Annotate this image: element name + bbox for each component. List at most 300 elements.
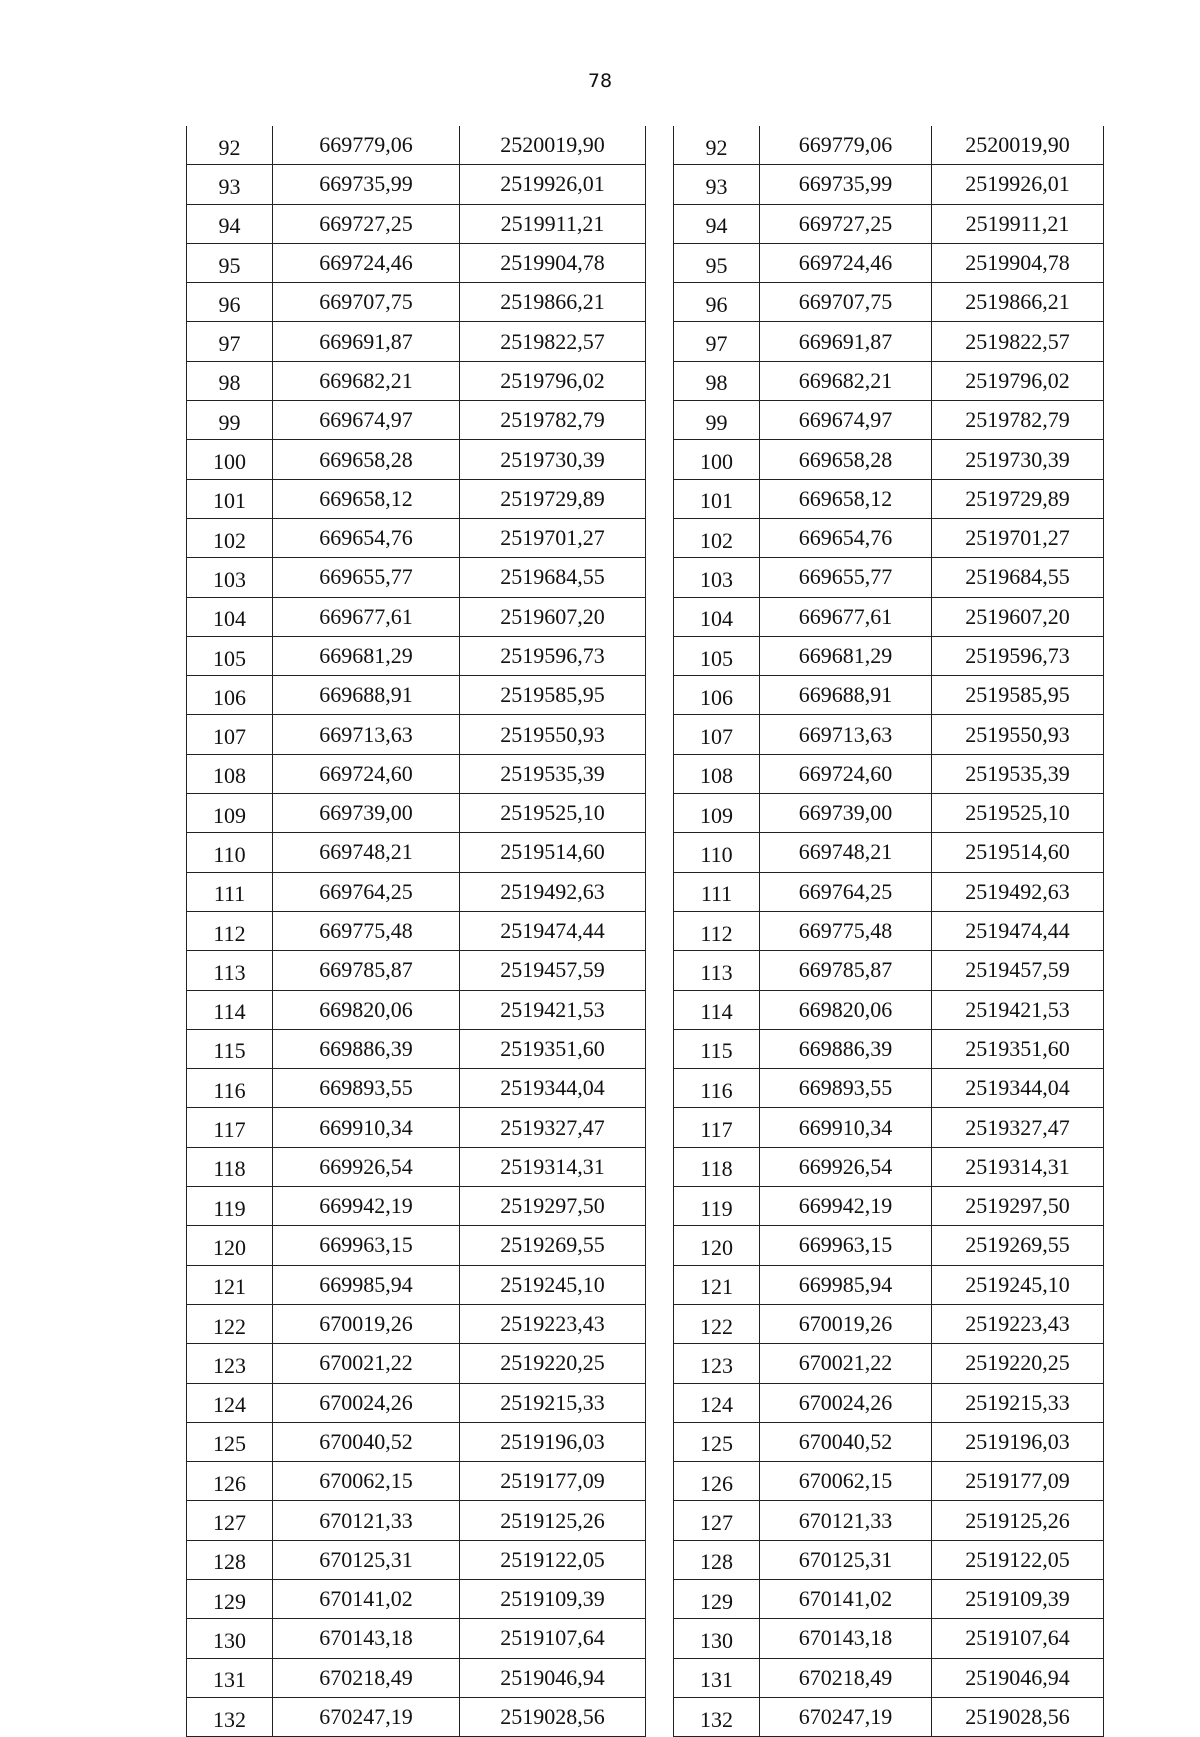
x-coordinate-cell: 669963,15 [273,1226,460,1265]
point-number-cell: 123 [187,1344,273,1383]
y-coordinate-cell: 2519596,73 [460,636,646,675]
y-coordinate-cell: 2519904,78 [460,243,646,282]
table-row [187,1697,646,1736]
point-number-cell: 108 [674,754,760,793]
x-coordinate-cell: 669764,25 [760,872,932,911]
point-number-cell: 128 [187,1540,273,1579]
point-number-cell: 111 [674,872,760,911]
y-coordinate-cell: 2519196,03 [460,1422,646,1461]
point-number-cell: 106 [674,676,760,715]
table-row [674,1422,1104,1461]
x-coordinate-cell: 670019,26 [273,1304,460,1343]
y-coordinate-cell: 2519729,89 [932,479,1104,518]
x-coordinate-cell: 669779,06 [273,126,460,165]
point-number-cell: 132 [674,1697,760,1736]
table-row [674,794,1104,833]
point-number-cell: 92 [674,126,760,165]
y-coordinate-cell: 2519125,26 [460,1501,646,1540]
x-coordinate-cell: 669677,61 [273,597,460,636]
table-row [187,1383,646,1422]
y-coordinate-cell: 2519701,27 [460,518,646,557]
table-row [187,1304,646,1343]
x-coordinate-cell: 670062,15 [760,1462,932,1501]
point-number-cell: 95 [187,243,273,282]
x-coordinate-cell: 669707,75 [760,283,932,322]
y-coordinate-cell: 2519046,94 [932,1658,1104,1697]
point-number-cell: 99 [674,401,760,440]
x-coordinate-cell: 669658,12 [760,479,932,518]
point-number-cell: 123 [674,1344,760,1383]
y-coordinate-cell: 2519297,50 [932,1187,1104,1226]
point-number-cell: 112 [187,911,273,950]
x-coordinate-cell: 669727,25 [273,204,460,243]
x-coordinate-cell: 669748,21 [760,833,932,872]
x-coordinate-cell: 669674,97 [273,401,460,440]
table-row [674,558,1104,597]
point-number-cell: 116 [187,1069,273,1108]
table-row [674,1029,1104,1068]
point-number-cell: 117 [674,1108,760,1147]
coordinates-table-left [186,126,646,1737]
x-coordinate-cell: 670125,31 [760,1540,932,1579]
x-coordinate-cell: 669926,54 [760,1147,932,1186]
y-coordinate-cell: 2519796,02 [460,361,646,400]
point-number-cell: 130 [674,1619,760,1658]
point-number-cell: 92 [187,126,273,165]
x-coordinate-cell: 669713,63 [273,715,460,754]
point-number-cell: 126 [674,1462,760,1501]
x-coordinate-cell: 670141,02 [760,1579,932,1618]
x-coordinate-cell: 669707,75 [273,283,460,322]
point-number-cell: 120 [674,1226,760,1265]
table-row [674,361,1104,400]
y-coordinate-cell: 2520019,90 [460,126,646,165]
y-coordinate-cell: 2519782,79 [932,401,1104,440]
point-number-cell: 122 [674,1304,760,1343]
x-coordinate-cell: 669654,76 [760,518,932,557]
point-number-cell: 124 [187,1383,273,1422]
x-coordinate-cell: 669926,54 [273,1147,460,1186]
y-coordinate-cell: 2519822,57 [932,322,1104,361]
point-number-cell: 111 [187,872,273,911]
y-coordinate-cell: 2519926,01 [460,165,646,204]
point-number-cell: 99 [187,401,273,440]
page-number: 78 [587,70,613,92]
x-coordinate-cell: 670143,18 [760,1619,932,1658]
point-number-cell: 118 [187,1147,273,1186]
y-coordinate-cell: 2519492,63 [932,872,1104,911]
table-row [674,1462,1104,1501]
point-number-cell: 118 [674,1147,760,1186]
x-coordinate-cell: 670121,33 [273,1501,460,1540]
x-coordinate-cell: 669893,55 [760,1069,932,1108]
x-coordinate-cell: 669677,61 [760,597,932,636]
point-number-cell: 96 [674,283,760,322]
x-coordinate-cell: 669764,25 [273,872,460,911]
table-row [674,1304,1104,1343]
table-row [187,1344,646,1383]
table-row [674,1658,1104,1697]
y-coordinate-cell: 2519122,05 [932,1540,1104,1579]
y-coordinate-cell: 2519107,64 [932,1619,1104,1658]
x-coordinate-cell: 669654,76 [273,518,460,557]
point-number-cell: 113 [674,951,760,990]
y-coordinate-cell: 2519550,93 [460,715,646,754]
x-coordinate-cell: 669682,21 [273,361,460,400]
point-number-cell: 120 [187,1226,273,1265]
point-number-cell: 126 [187,1462,273,1501]
table-row [187,1226,646,1265]
x-coordinate-cell: 669748,21 [273,833,460,872]
y-coordinate-cell: 2519457,59 [460,951,646,990]
x-coordinate-cell: 669963,15 [760,1226,932,1265]
table-row [674,283,1104,322]
x-coordinate-cell: 669785,87 [273,951,460,990]
table-row [187,1187,646,1226]
point-number-cell: 97 [187,322,273,361]
point-number-cell: 127 [187,1501,273,1540]
y-coordinate-cell: 2519607,20 [460,597,646,636]
y-coordinate-cell: 2519457,59 [932,951,1104,990]
point-number-cell: 107 [674,715,760,754]
point-number-cell: 125 [187,1422,273,1461]
y-coordinate-cell: 2519314,31 [460,1147,646,1186]
table-row [187,1501,646,1540]
y-coordinate-cell: 2519215,33 [460,1383,646,1422]
x-coordinate-cell: 670247,19 [760,1697,932,1736]
point-number-cell: 96 [187,283,273,322]
table-row [187,794,646,833]
point-number-cell: 129 [674,1579,760,1618]
x-coordinate-cell: 670125,31 [273,1540,460,1579]
y-coordinate-cell: 2520019,90 [932,126,1104,165]
point-number-cell: 105 [674,636,760,675]
y-coordinate-cell: 2519585,95 [460,676,646,715]
point-number-cell: 100 [187,440,273,479]
table-row [674,322,1104,361]
y-coordinate-cell: 2519269,55 [460,1226,646,1265]
y-coordinate-cell: 2519492,63 [460,872,646,911]
x-coordinate-cell: 669681,29 [760,636,932,675]
x-coordinate-cell: 670062,15 [273,1462,460,1501]
point-number-cell: 102 [674,518,760,557]
x-coordinate-cell: 669688,91 [273,676,460,715]
y-coordinate-cell: 2519514,60 [932,833,1104,872]
table-row [674,597,1104,636]
x-coordinate-cell: 669658,28 [760,440,932,479]
y-coordinate-cell: 2519109,39 [460,1579,646,1618]
x-coordinate-cell: 669942,19 [273,1187,460,1226]
y-coordinate-cell: 2519223,43 [932,1304,1104,1343]
point-number-cell: 102 [187,518,273,557]
x-coordinate-cell: 669985,94 [273,1265,460,1304]
point-number-cell: 98 [674,361,760,400]
table-row [187,1265,646,1304]
y-coordinate-cell: 2519866,21 [932,283,1104,322]
table-row [187,165,646,204]
table-row [674,676,1104,715]
point-number-cell: 101 [674,479,760,518]
table-row [187,1422,646,1461]
y-coordinate-cell: 2519269,55 [932,1226,1104,1265]
table-row [674,1697,1104,1736]
x-coordinate-cell: 669779,06 [760,126,932,165]
point-number-cell: 129 [187,1579,273,1618]
x-coordinate-cell: 669739,00 [273,794,460,833]
point-number-cell: 95 [674,243,760,282]
y-coordinate-cell: 2519585,95 [932,676,1104,715]
table-row [187,518,646,557]
table-row [187,204,646,243]
y-coordinate-cell: 2519314,31 [932,1147,1104,1186]
point-number-cell: 119 [187,1187,273,1226]
table-row [674,204,1104,243]
y-coordinate-cell: 2519196,03 [932,1422,1104,1461]
point-number-cell: 115 [187,1029,273,1068]
y-coordinate-cell: 2519344,04 [932,1069,1104,1108]
y-coordinate-cell: 2519729,89 [460,479,646,518]
y-coordinate-cell: 2519782,79 [460,401,646,440]
y-coordinate-cell: 2519596,73 [932,636,1104,675]
y-coordinate-cell: 2519535,39 [932,754,1104,793]
table-row [187,833,646,872]
point-number-cell: 122 [187,1304,273,1343]
coordinates-table-left-body [187,126,646,1737]
x-coordinate-cell: 670040,52 [273,1422,460,1461]
table-row [187,1462,646,1501]
point-number-cell: 105 [187,636,273,675]
point-number-cell: 119 [674,1187,760,1226]
point-number-cell: 117 [187,1108,273,1147]
x-coordinate-cell: 669727,25 [760,204,932,243]
y-coordinate-cell: 2519297,50 [460,1187,646,1226]
y-coordinate-cell: 2519177,09 [460,1462,646,1501]
table-row [674,1108,1104,1147]
table-row [187,990,646,1029]
x-coordinate-cell: 669655,77 [273,558,460,597]
table-row [674,479,1104,518]
y-coordinate-cell: 2519926,01 [932,165,1104,204]
table-row [674,1501,1104,1540]
y-coordinate-cell: 2519550,93 [932,715,1104,754]
y-coordinate-cell: 2519220,25 [932,1344,1104,1383]
y-coordinate-cell: 2519421,53 [460,990,646,1029]
table-row [187,1029,646,1068]
table-row [674,951,1104,990]
y-coordinate-cell: 2519796,02 [932,361,1104,400]
point-number-cell: 101 [187,479,273,518]
table-row [674,990,1104,1029]
x-coordinate-cell: 670121,33 [760,1501,932,1540]
table-row [187,1540,646,1579]
y-coordinate-cell: 2519223,43 [460,1304,646,1343]
y-coordinate-cell: 2519344,04 [460,1069,646,1108]
point-number-cell: 103 [674,558,760,597]
x-coordinate-cell: 670040,52 [760,1422,932,1461]
point-number-cell: 130 [187,1619,273,1658]
point-number-cell: 124 [674,1383,760,1422]
table-row [187,283,646,322]
point-number-cell: 107 [187,715,273,754]
table-row [187,1069,646,1108]
table-row [674,401,1104,440]
x-coordinate-cell: 670218,49 [760,1658,932,1697]
point-number-cell: 109 [674,794,760,833]
y-coordinate-cell: 2519028,56 [460,1697,646,1736]
table-row [187,1619,646,1658]
table-row [187,558,646,597]
x-coordinate-cell: 669682,21 [760,361,932,400]
point-number-cell: 116 [674,1069,760,1108]
point-number-cell: 112 [674,911,760,950]
x-coordinate-cell: 669713,63 [760,715,932,754]
table-row [187,126,646,165]
table-row [674,1619,1104,1658]
y-coordinate-cell: 2519911,21 [932,204,1104,243]
y-coordinate-cell: 2519684,55 [932,558,1104,597]
table-row [674,715,1104,754]
table-row [674,1147,1104,1186]
x-coordinate-cell: 670141,02 [273,1579,460,1618]
x-coordinate-cell: 669910,34 [760,1108,932,1147]
coordinates-table-right [673,126,1104,1737]
point-number-cell: 131 [187,1658,273,1697]
table-row [187,479,646,518]
x-coordinate-cell: 669942,19 [760,1187,932,1226]
y-coordinate-cell: 2519911,21 [460,204,646,243]
point-number-cell: 113 [187,951,273,990]
y-coordinate-cell: 2519730,39 [932,440,1104,479]
table-row [187,1658,646,1697]
table-row [674,518,1104,557]
y-coordinate-cell: 2519525,10 [932,794,1104,833]
point-number-cell: 93 [187,165,273,204]
x-coordinate-cell: 669724,46 [273,243,460,282]
x-coordinate-cell: 669886,39 [760,1029,932,1068]
y-coordinate-cell: 2519866,21 [460,283,646,322]
point-number-cell: 110 [674,833,760,872]
table-row [187,361,646,400]
table-row [187,1147,646,1186]
y-coordinate-cell: 2519046,94 [460,1658,646,1697]
table-row [674,1344,1104,1383]
y-coordinate-cell: 2519327,47 [460,1108,646,1147]
table-row [674,165,1104,204]
table-row [674,911,1104,950]
table-row [187,401,646,440]
point-number-cell: 109 [187,794,273,833]
x-coordinate-cell: 670019,26 [760,1304,932,1343]
table-row [674,1187,1104,1226]
point-number-cell: 110 [187,833,273,872]
y-coordinate-cell: 2519904,78 [932,243,1104,282]
table-row [187,1579,646,1618]
point-number-cell: 100 [674,440,760,479]
x-coordinate-cell: 669775,48 [273,911,460,950]
y-coordinate-cell: 2519474,44 [460,911,646,950]
point-number-cell: 98 [187,361,273,400]
y-coordinate-cell: 2519701,27 [932,518,1104,557]
table-row [674,126,1104,165]
x-coordinate-cell: 670024,26 [273,1383,460,1422]
y-coordinate-cell: 2519535,39 [460,754,646,793]
x-coordinate-cell: 670021,22 [273,1344,460,1383]
point-number-cell: 104 [187,597,273,636]
x-coordinate-cell: 669910,34 [273,1108,460,1147]
point-number-cell: 97 [674,322,760,361]
y-coordinate-cell: 2519125,26 [932,1501,1104,1540]
x-coordinate-cell: 669724,60 [760,754,932,793]
x-coordinate-cell: 669681,29 [273,636,460,675]
table-row [674,1265,1104,1304]
x-coordinate-cell: 670143,18 [273,1619,460,1658]
point-number-cell: 125 [674,1422,760,1461]
table-row [674,1383,1104,1422]
table-row [187,243,646,282]
x-coordinate-cell: 669658,28 [273,440,460,479]
x-coordinate-cell: 669691,87 [760,322,932,361]
point-number-cell: 93 [674,165,760,204]
point-number-cell: 106 [187,676,273,715]
table-row [187,676,646,715]
point-number-cell: 114 [674,990,760,1029]
table-row [674,440,1104,479]
table-row [674,636,1104,675]
y-coordinate-cell: 2519122,05 [460,1540,646,1579]
table-row [187,872,646,911]
x-coordinate-cell: 669820,06 [273,990,460,1029]
y-coordinate-cell: 2519245,10 [932,1265,1104,1304]
table-row [187,440,646,479]
x-coordinate-cell: 670021,22 [760,1344,932,1383]
point-number-cell: 127 [674,1501,760,1540]
x-coordinate-cell: 669985,94 [760,1265,932,1304]
x-coordinate-cell: 669688,91 [760,676,932,715]
y-coordinate-cell: 2519107,64 [460,1619,646,1658]
x-coordinate-cell: 669893,55 [273,1069,460,1108]
y-coordinate-cell: 2519351,60 [460,1029,646,1068]
point-number-cell: 128 [674,1540,760,1579]
x-coordinate-cell: 670218,49 [273,1658,460,1697]
y-coordinate-cell: 2519474,44 [932,911,1104,950]
y-coordinate-cell: 2519607,20 [932,597,1104,636]
y-coordinate-cell: 2519028,56 [932,1697,1104,1736]
point-number-cell: 94 [187,204,273,243]
x-coordinate-cell: 669724,46 [760,243,932,282]
x-coordinate-cell: 669735,99 [273,165,460,204]
table-row [187,636,646,675]
point-number-cell: 121 [187,1265,273,1304]
table-row [674,872,1104,911]
point-number-cell: 115 [674,1029,760,1068]
y-coordinate-cell: 2519327,47 [932,1108,1104,1147]
table-row [187,1108,646,1147]
x-coordinate-cell: 669655,77 [760,558,932,597]
y-coordinate-cell: 2519245,10 [460,1265,646,1304]
y-coordinate-cell: 2519514,60 [460,833,646,872]
table-row [674,1540,1104,1579]
point-number-cell: 132 [187,1697,273,1736]
y-coordinate-cell: 2519684,55 [460,558,646,597]
y-coordinate-cell: 2519109,39 [932,1579,1104,1618]
y-coordinate-cell: 2519421,53 [932,990,1104,1029]
x-coordinate-cell: 669886,39 [273,1029,460,1068]
table-row [674,243,1104,282]
point-number-cell: 103 [187,558,273,597]
point-number-cell: 121 [674,1265,760,1304]
table-row [674,1579,1104,1618]
table-row [187,911,646,950]
